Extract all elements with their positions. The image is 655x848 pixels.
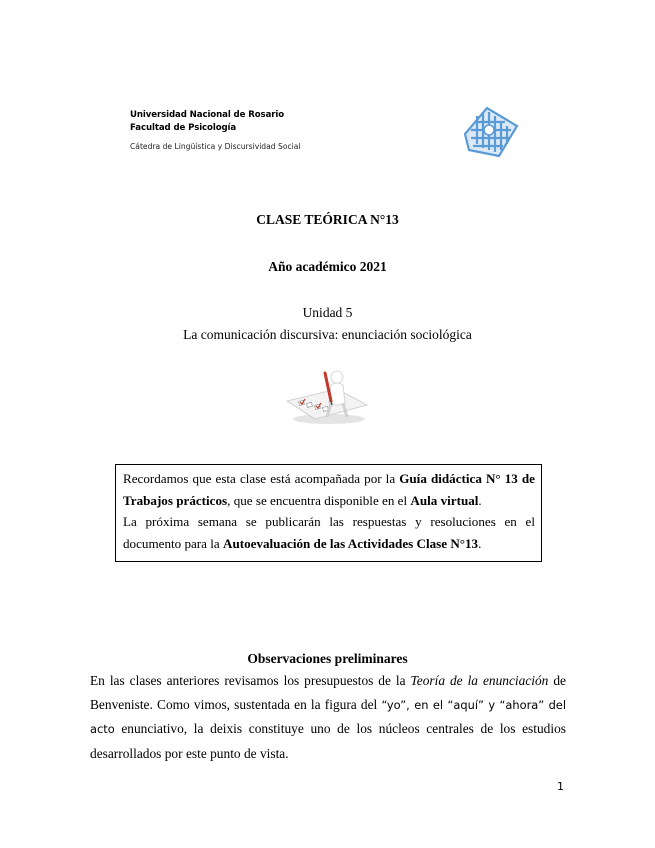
unit-label: Unidad 5 (302, 305, 353, 320)
deixis-quote: “yo”, en el “aquí” y “ahora” del acto (90, 697, 566, 736)
chair-name: Cátedra de Lingüística y Discursividad Social (130, 142, 301, 151)
checklist-person-icon (285, 367, 369, 425)
notice-paragraph-2 (123, 511, 535, 554)
body-text: de Benveniste. Como vimos, sustentada en la figura del (90, 673, 566, 712)
body-paragraph (90, 669, 566, 765)
notice-text: , que se encuentra disponible en el (227, 492, 411, 508)
notice-text: La próxima semana se publicarán las respuestas y resoluciones en el documento para la (123, 514, 535, 551)
notice-text: Recordamos que esta clase está acompañada por la (123, 471, 400, 486)
document-title: CLASE TEÓRICA N°13 (256, 212, 399, 227)
faculty-name: Facultad de Psicología (130, 123, 237, 133)
faculty-logo-icon (459, 104, 521, 160)
theory-title: Teoría de la enunciación (410, 673, 549, 688)
body-text: En las clases anteriores revisamos los presupuestos de la (90, 673, 411, 688)
virtual-classroom-reference: Aula virtual (410, 492, 479, 508)
notice-text: . (478, 535, 482, 551)
academic-year: Año académico 2021 (268, 259, 387, 274)
body-text: enunciativo, la deixis constituye uno de los núcleos centrales de los estudios desarrollados por este punto de vista. (90, 721, 566, 761)
section-heading: Observaciones preliminares (247, 651, 408, 666)
unit-topic: La comunicación discursiva: enunciación sociológica (183, 327, 472, 342)
notice-box (115, 464, 542, 562)
notice-paragraph-1 (123, 468, 535, 511)
guide-reference: Guía didáctica N° 13 de Trabajos prácticos (123, 471, 535, 508)
notice-text: . (478, 492, 482, 508)
institution-header (130, 109, 301, 153)
university-name: Universidad Nacional de Rosario (130, 110, 285, 120)
self-evaluation-reference: Autoevaluación de las Actividades Clase N°13 (222, 535, 479, 551)
page-number: 1 (557, 780, 564, 793)
